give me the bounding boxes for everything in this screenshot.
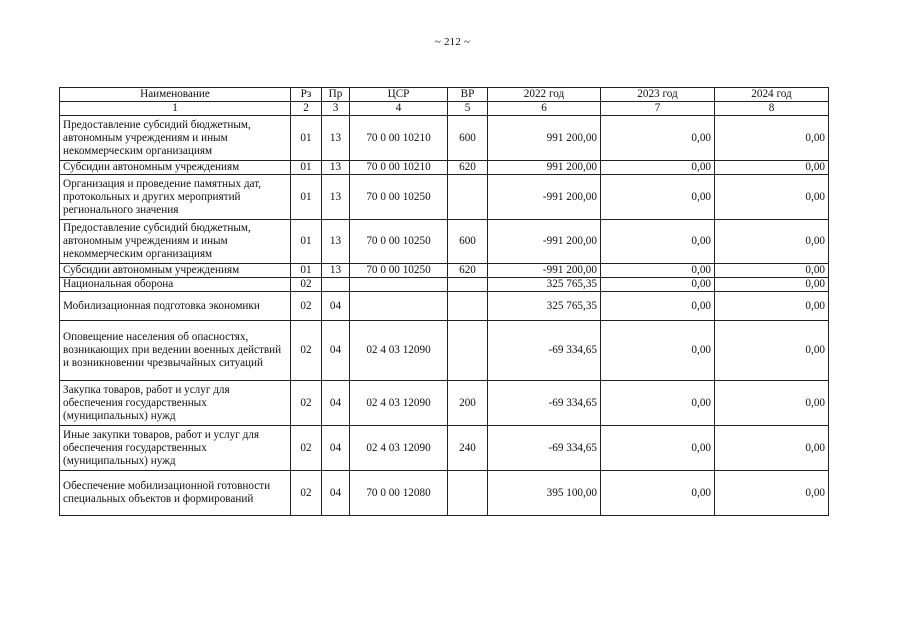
cell-pr: 04 xyxy=(322,321,350,381)
cell-name: Национальная оборона xyxy=(60,278,291,292)
cell-2022: 991 200,00 xyxy=(488,116,601,161)
cell-vr xyxy=(448,292,488,321)
cell-2024: 0,00 xyxy=(715,220,829,264)
header-name: Наименование xyxy=(60,88,291,102)
cell-pr: 13 xyxy=(322,220,350,264)
cell-name: Мобилизационная подготовка экономики xyxy=(60,292,291,321)
cell-2023: 0,00 xyxy=(601,116,715,161)
table-row xyxy=(60,426,829,471)
cell-pr: 04 xyxy=(322,471,350,516)
cell-name: Субсидии автономным учреждениям xyxy=(60,161,291,175)
cell-rz: 01 xyxy=(291,175,322,220)
cell-2023: 0,00 xyxy=(601,471,715,516)
cell-csr: 02 4 03 12090 xyxy=(350,321,448,381)
cell-2023: 0,00 xyxy=(601,220,715,264)
cell-2022: 395 100,00 xyxy=(488,471,601,516)
column-number: 3 xyxy=(322,102,350,116)
cell-2023: 0,00 xyxy=(601,278,715,292)
header-2023: 2023 год xyxy=(601,88,715,102)
cell-2022: -991 200,00 xyxy=(488,220,601,264)
cell-2023: 0,00 xyxy=(601,292,715,321)
cell-csr: 70 0 00 12080 xyxy=(350,471,448,516)
cell-rz: 02 xyxy=(291,292,322,321)
header-csr: ЦСР xyxy=(350,88,448,102)
table-body xyxy=(60,116,829,516)
cell-csr: 02 4 03 12090 xyxy=(350,381,448,426)
cell-2023: 0,00 xyxy=(601,161,715,175)
cell-csr: 70 0 00 10250 xyxy=(350,220,448,264)
header-2024: 2024 год xyxy=(715,88,829,102)
cell-pr xyxy=(322,278,350,292)
cell-vr xyxy=(448,471,488,516)
table-row xyxy=(60,321,829,381)
cell-csr: 70 0 00 10250 xyxy=(350,175,448,220)
cell-rz: 02 xyxy=(291,381,322,426)
cell-2024: 0,00 xyxy=(715,116,829,161)
table-row xyxy=(60,175,829,220)
page-number: ~ 212 ~ xyxy=(434,36,471,48)
header-rz: Рз xyxy=(291,88,322,102)
cell-pr: 13 xyxy=(322,116,350,161)
cell-2024: 0,00 xyxy=(715,426,829,471)
cell-2023: 0,00 xyxy=(601,264,715,278)
cell-2022: -991 200,00 xyxy=(488,264,601,278)
cell-2024: 0,00 xyxy=(715,175,829,220)
cell-pr: 04 xyxy=(322,381,350,426)
cell-csr: 02 4 03 12090 xyxy=(350,426,448,471)
cell-name: Иные закупки товаров, работ и услуг для обеспечения государственных (муниципальных) нужд xyxy=(60,426,291,471)
column-number: 8 xyxy=(715,102,829,116)
header-pr: Пр xyxy=(322,88,350,102)
cell-2024: 0,00 xyxy=(715,292,829,321)
cell-csr xyxy=(350,292,448,321)
cell-2024: 0,00 xyxy=(715,264,829,278)
cell-rz: 02 xyxy=(291,321,322,381)
cell-rz: 02 xyxy=(291,426,322,471)
cell-vr: 600 xyxy=(448,220,488,264)
cell-2022: -69 334,65 xyxy=(488,321,601,381)
cell-vr xyxy=(448,321,488,381)
table-row xyxy=(60,220,829,264)
table-row xyxy=(60,292,829,321)
cell-2023: 0,00 xyxy=(601,426,715,471)
column-number: 6 xyxy=(488,102,601,116)
cell-2022: 991 200,00 xyxy=(488,161,601,175)
cell-2023: 0,00 xyxy=(601,321,715,381)
cell-vr: 620 xyxy=(448,161,488,175)
cell-2024: 0,00 xyxy=(715,321,829,381)
cell-2023: 0,00 xyxy=(601,381,715,426)
cell-vr: 620 xyxy=(448,264,488,278)
table-row xyxy=(60,381,829,426)
cell-pr: 04 xyxy=(322,292,350,321)
table-row xyxy=(60,264,829,278)
cell-2024: 0,00 xyxy=(715,161,829,175)
header-vr: ВР xyxy=(448,88,488,102)
cell-csr xyxy=(350,278,448,292)
cell-name: Организация и проведение памятных дат, протокольных и других мероприятий регионального значения xyxy=(60,175,291,220)
cell-name: Субсидии автономным учреждениям xyxy=(60,264,291,278)
cell-2022: 325 765,35 xyxy=(488,292,601,321)
cell-name: Оповещение населения об опасностях, возникающих при ведении военных действий и возникновении чрезвычайных ситуаций xyxy=(60,321,291,381)
cell-vr xyxy=(448,175,488,220)
cell-rz: 01 xyxy=(291,220,322,264)
cell-vr: 200 xyxy=(448,381,488,426)
cell-2022: -69 334,65 xyxy=(488,381,601,426)
cell-2022: -991 200,00 xyxy=(488,175,601,220)
column-number: 7 xyxy=(601,102,715,116)
cell-name: Предоставление субсидий бюджетным, автономным учреждениям и иным некоммерческим организациям xyxy=(60,116,291,161)
cell-vr xyxy=(448,278,488,292)
table-row xyxy=(60,471,829,516)
cell-2023: 0,00 xyxy=(601,175,715,220)
budget-table xyxy=(59,87,829,516)
cell-name: Обеспечение мобилизационной готовности специальных объектов и формирований xyxy=(60,471,291,516)
cell-rz: 01 xyxy=(291,161,322,175)
cell-pr: 13 xyxy=(322,264,350,278)
cell-pr: 13 xyxy=(322,161,350,175)
cell-rz: 02 xyxy=(291,471,322,516)
cell-rz: 01 xyxy=(291,264,322,278)
table-row xyxy=(60,161,829,175)
cell-csr: 70 0 00 10210 xyxy=(350,161,448,175)
column-number: 5 xyxy=(448,102,488,116)
cell-2024: 0,00 xyxy=(715,471,829,516)
column-number: 4 xyxy=(350,102,448,116)
cell-csr: 70 0 00 10210 xyxy=(350,116,448,161)
cell-vr: 600 xyxy=(448,116,488,161)
cell-rz: 01 xyxy=(291,116,322,161)
cell-csr: 70 0 00 10250 xyxy=(350,264,448,278)
cell-pr: 04 xyxy=(322,426,350,471)
column-number-row xyxy=(60,102,829,116)
header-2022: 2022 год xyxy=(488,88,601,102)
cell-name: Закупка товаров, работ и услуг для обеспечения государственных (муниципальных) нужд xyxy=(60,381,291,426)
table-row xyxy=(60,278,829,292)
column-number: 1 xyxy=(60,102,291,116)
header-row xyxy=(60,88,829,102)
cell-name: Предоставление субсидий бюджетным, автономным учреждениям и иным некоммерческим организациям xyxy=(60,220,291,264)
table-row xyxy=(60,116,829,161)
cell-2022: 325 765,35 xyxy=(488,278,601,292)
cell-2024: 0,00 xyxy=(715,278,829,292)
cell-2022: -69 334,65 xyxy=(488,426,601,471)
cell-pr: 13 xyxy=(322,175,350,220)
cell-vr: 240 xyxy=(448,426,488,471)
table-header xyxy=(60,88,829,116)
cell-rz: 02 xyxy=(291,278,322,292)
column-number: 2 xyxy=(291,102,322,116)
cell-2024: 0,00 xyxy=(715,381,829,426)
